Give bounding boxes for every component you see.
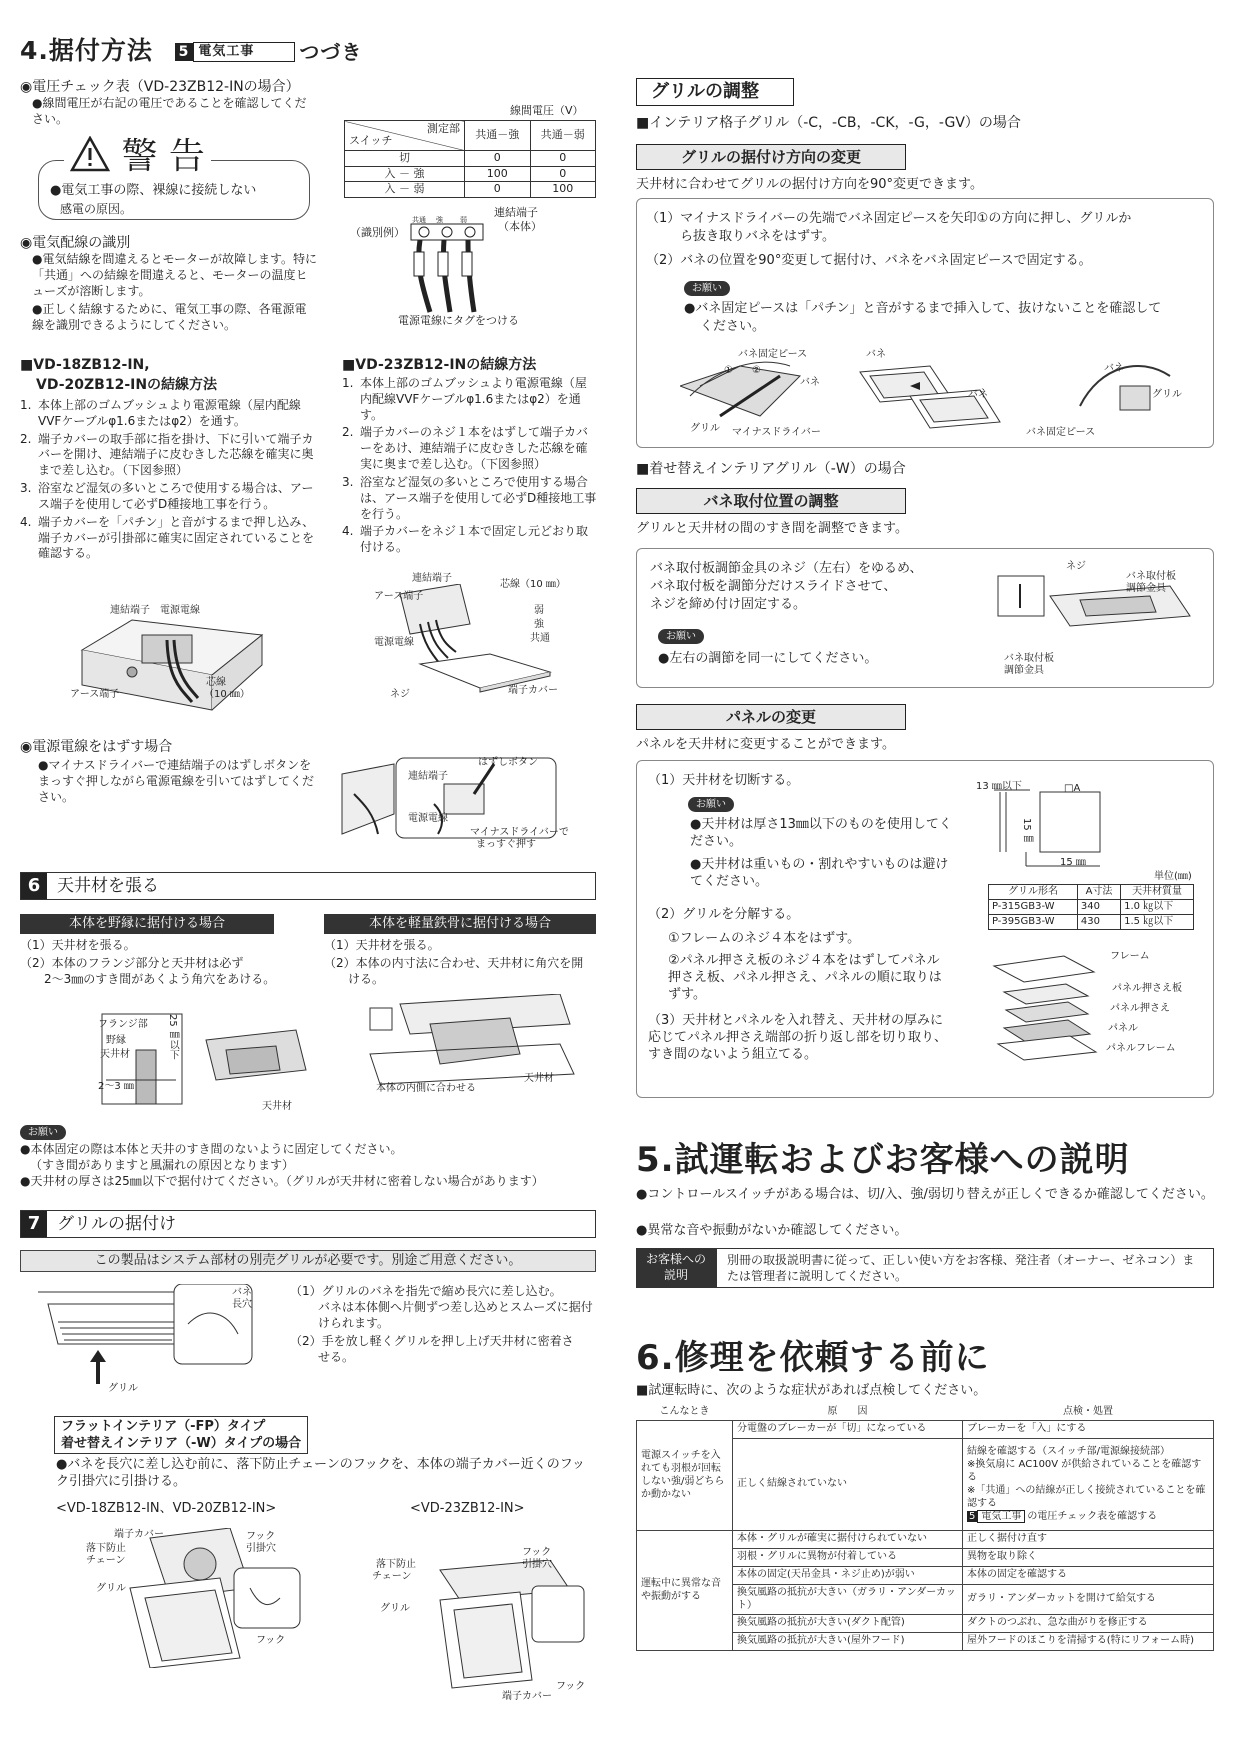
sp-lbl-a: ネジ bbox=[1066, 561, 1086, 572]
flat-right-illustration bbox=[420, 1560, 590, 1690]
vd23-lbl-b: 芯線（10 ㎜） bbox=[500, 579, 566, 590]
vd23-lbl-f: 共通 bbox=[530, 633, 550, 644]
sp-lbl-d: バネ取付板 bbox=[1004, 653, 1054, 664]
remove-wire-title: ◉電源電線をはずす場合 bbox=[20, 739, 173, 755]
fl-lbl-e: 引掛穴 bbox=[246, 1543, 276, 1554]
warning-title: 警 告 bbox=[64, 136, 211, 177]
s6-note3: ●天井材の厚さは25㎜以下で据付けてください。（グリルが天井材に密着しない場合があります） bbox=[20, 1174, 544, 1188]
vd23-lbl-a: 連結端子 bbox=[412, 573, 452, 584]
terminal-example-label: （識別例） bbox=[350, 226, 405, 239]
spring-position-desc: グリルと天井材の間のすき間を調整できます。 bbox=[636, 521, 908, 536]
vd18-lbl-a: 連結端子 bbox=[110, 605, 150, 616]
vd23-step-1: 1. 本体上部のゴムブッシュより電源電線（屋内配線VVFケーブルφ1.6またはφ2）を通す。 bbox=[342, 376, 587, 422]
gd-lbl-j: グリル bbox=[1152, 389, 1182, 400]
terminal-label: 連結端子 bbox=[494, 206, 538, 219]
s6-lbl-g: 本体の内側に合わせる bbox=[376, 1083, 476, 1094]
vd23-title: ■VD-23ZB12-INの結線方法 bbox=[342, 357, 537, 373]
spring-body2: バネ取付板を調節分だけスライドさせて、 bbox=[650, 579, 897, 594]
fix-3: 正しく据付け直す bbox=[963, 1530, 1214, 1548]
fix-2: 結線を確認する（スイッチ部/電源線接続部） ※換気扇に AC100V が供給されていることを確認する ※「共通」への結線が正しく接続されていることを確認する 5 電気工事 の電圧チェック表を確認する bbox=[963, 1438, 1214, 1530]
fl-lbl-l: グリル bbox=[380, 1603, 410, 1614]
fl-lbl-n: フック bbox=[556, 1681, 586, 1692]
gd-lbl-c: ② bbox=[752, 365, 761, 376]
fix-8: 屋外フードのほこりを清掃する(特にリフォーム時) bbox=[963, 1632, 1214, 1650]
pl-lbl-d: パネル bbox=[1108, 1023, 1138, 1034]
spring-position-tab: バネ取付位置の調整 bbox=[636, 488, 906, 514]
panel-p3: （3）天井材とパネルを入れ替え、天井材の厚みに応じてパネル押さえ端部の折り返し部を切り取り、すき間のないよう組立てる。 bbox=[648, 1013, 948, 1063]
gd-lbl-g: バネ bbox=[866, 349, 886, 360]
flat-type-box: フラットインテリア（-FP）タイプ 着せ替えインテリア（-W）タイプの場合 bbox=[54, 1416, 308, 1454]
fl-lbl-h: 落下防止 bbox=[376, 1559, 416, 1570]
section-4-heading: 4.据付方法 5 電気工事 つづき bbox=[20, 36, 363, 65]
panel-change-desc: パネルを天井材に変更することができます。 bbox=[636, 737, 895, 752]
dim-b: □A bbox=[1064, 783, 1081, 794]
terminal-block-illustration bbox=[410, 216, 500, 316]
fl-lbl-i: チェーン bbox=[372, 1571, 412, 1582]
remove-lbl-d: マイナスドライバーで bbox=[470, 827, 569, 838]
cause-4: 羽根・グリルに異物が付着している bbox=[733, 1548, 963, 1566]
fl-lbl-f: グリル bbox=[96, 1583, 126, 1594]
gd-lbl-a: バネ固定ピース bbox=[738, 349, 808, 360]
vd23-lbl-i: 端子カバー bbox=[508, 685, 558, 696]
flat-type-body: ●バネを長穴に差し込む前に、落下防止チェーンのフックを、本体の端子カバー近くのフック引掛穴に引掛ける。 bbox=[56, 1457, 585, 1490]
vd23-lbl-e: 強 bbox=[534, 619, 544, 630]
s6-r2b: ける。 bbox=[348, 972, 385, 986]
vd18-step-2: 2. 端子カバーの取手部に指を掛け、下に引いて端子カバーを開け、連結端子に皮むきした芯線を確実に奥まで差し込む。（下図参照） bbox=[20, 431, 314, 478]
remove-wire-body: ●マイナスドライバーで連結端子のはずしボタンをまっすぐ押しながら電源電線を引いてはずしてください。 bbox=[38, 758, 315, 804]
fl-lbl-b: 落下防止 bbox=[86, 1543, 126, 1554]
s6-l2b: 2～3㎜のすき間があくよう角穴をあける。 bbox=[44, 972, 276, 986]
vd23-step-2: 2. 端子カバーのネジ１本をはずして端子カバーをあけ、連結端子に皮むきした芯線を確実に奥まで差し込む。（下図参照） bbox=[342, 425, 589, 472]
s7-step2a: （2）手を放し軽くグリルを押し上げ天井材に密着さ bbox=[290, 1334, 574, 1348]
fl-lbl-m: 端子カバー bbox=[502, 1691, 552, 1702]
warning-triangle-icon bbox=[70, 136, 110, 172]
s6-lbl-f: 天井材 bbox=[262, 1101, 292, 1112]
pl-lbl-b: パネル押さえ板 bbox=[1112, 983, 1182, 994]
fix-4: 異物を取り除く bbox=[963, 1548, 1214, 1566]
s6-lbl-c: 天井材 bbox=[100, 1049, 130, 1060]
pl-lbl-e: パネルフレーム bbox=[1106, 1043, 1176, 1054]
wiring-id-title: ◉電気配線の識別 bbox=[20, 235, 131, 251]
s7-step1b: バネは本体側へ片側ずつ差し込めとスムーズに据付けられます。 bbox=[318, 1300, 593, 1330]
warning-line1: ●電気工事の際、裸線に接続しない bbox=[50, 183, 257, 198]
grille-direction-desc: 天井材に合わせてグリルの据付け方向を90°変更できます。 bbox=[636, 177, 984, 192]
s7-notice-bar: この製品はシステム部材の別売グリルが必要です。別途ご用意ください。 bbox=[20, 1250, 596, 1272]
fix-7: ダクトのつぶれ、急な曲がりを修正する bbox=[963, 1614, 1214, 1632]
spring-body1: バネ取付板調節金具のネジ（左右）をゆるめ、 bbox=[650, 561, 923, 576]
s6-onegai: お願い bbox=[20, 1124, 66, 1140]
panel-p2a: ①フレームのネジ４本をはずす。 bbox=[668, 931, 861, 946]
fl-lbl-j: フック bbox=[522, 1547, 552, 1558]
terminal-label2: （本体） bbox=[498, 220, 542, 233]
grille-size-table: グリル形名 A寸法 天井材質量 P-315GB3-W 340 1.0 ㎏以下 P-395GB3-W 430 1.5 ㎏以下 bbox=[988, 884, 1194, 930]
fl-lbl-a: 端子カバー bbox=[114, 1529, 164, 1540]
customer-explain-label: お客様への説明 bbox=[636, 1248, 716, 1288]
s6-r2a: （2）本体の内寸法に合わせ、天井材に角穴を開 bbox=[324, 956, 584, 970]
panel-note1: ●天井材は厚さ13㎜以下のものを使用してください。 bbox=[690, 817, 952, 850]
pl-lbl-a: フレーム bbox=[1110, 951, 1150, 962]
symptom-2: 運転中に異常な音や振動がする bbox=[637, 1530, 733, 1650]
s7-step2b: せる。 bbox=[318, 1350, 355, 1364]
panel-change-tab: パネルの変更 bbox=[636, 704, 906, 730]
grille-d2: （2）バネの位置を90°変更して据付け、バネをバネ固定ピースで固定する。 bbox=[646, 253, 1092, 268]
grille-d1a: （1）マイナスドライバーの先端でバネ固定ピースを矢印①の方向に押し、グリルか bbox=[646, 211, 1132, 226]
grille-note2: ください。 bbox=[700, 319, 766, 334]
vd23-step-4: 4. 端子カバーをネジ１本で固定し元どおり取付ける。 bbox=[342, 524, 589, 555]
spring-note: ●左右の調節を同一にしてください。 bbox=[658, 651, 878, 666]
vd18-lbl-b: 電源電線 bbox=[160, 605, 200, 616]
repair-intro: ■試運転時に、次のような症状があれば点検してください。 bbox=[636, 1383, 987, 1398]
spring-body3: ネジを締め付け固定する。 bbox=[650, 597, 807, 612]
dim-a: 13 ㎜以下 bbox=[976, 781, 1022, 792]
s5-bullet-2: ●異常な音や振動がないか確認してください。 bbox=[636, 1223, 908, 1238]
dim-d: 15 ㎜ bbox=[1060, 857, 1086, 868]
panel-p2b: ②パネル押さえ板のネジ４本をはずしてパネル押さえ板、パネル押さえ、パネルの順に取りはずす。 bbox=[668, 953, 942, 1003]
vd23-lbl-h: ネジ bbox=[390, 689, 410, 700]
models-left: <VD-18ZB12-IN、VD-20ZB12-IN> bbox=[56, 1501, 277, 1516]
panel-p1: （1）天井材を切断する。 bbox=[648, 773, 800, 788]
cause-5: 本体の固定(天吊金具・ネジ止め)が弱い bbox=[733, 1566, 963, 1584]
voltage-check-title: ◉電圧チェック表（VD-23ZB12-INの場合） bbox=[20, 79, 300, 95]
s7-lbl-c: グリル bbox=[108, 1383, 138, 1394]
vd23-step-3: 3. 浴室など湿気の多いところで使用する場合は、アース端子を使用して必ずD種接地工事を行う。 bbox=[342, 474, 597, 521]
section-6-repair-heading: 6.修理を依頼する前に bbox=[636, 1338, 990, 1378]
panel-onegai: お願い bbox=[688, 796, 734, 812]
models-right: <VD-23ZB12-IN> bbox=[410, 1501, 525, 1516]
s7-step1a: （1）グリルのバネを指先で縮め長穴に差し込む。 bbox=[290, 1284, 562, 1298]
grille-adjust-title: グリルの調整 bbox=[636, 78, 794, 106]
spring-onegai: お願い bbox=[658, 628, 704, 644]
badge-label: 電気工事 bbox=[193, 42, 295, 61]
cause-6: 換気風路の抵抗が大きい（ガラリ・アンダーカット） bbox=[733, 1584, 963, 1614]
remove-lbl-c: 電源電線 bbox=[408, 813, 448, 824]
panel-note2: ●天井材は重いもの・割れやすいものは避けてください。 bbox=[690, 857, 949, 890]
remove-lbl-b: はずしボタン bbox=[478, 757, 538, 768]
cause-3: 本体・グリルが確実に据付けられていない bbox=[733, 1530, 963, 1548]
s6-note2: （すき間がありますと風漏れの原因となります） bbox=[30, 1158, 295, 1172]
section-7-bar: 7 グリルの据付け bbox=[20, 1210, 596, 1238]
cause-2: 正しく結線されていない bbox=[733, 1438, 963, 1530]
fix-1: ブレーカーを「入」にする bbox=[963, 1420, 1214, 1438]
s6-l2a: （2）本体のフランジ部分と天井材は必ず bbox=[20, 956, 244, 970]
gd-lbl-e: グリル bbox=[690, 423, 720, 434]
voltage-check-note: ●線間電圧が右記の電圧であることを確認してください。 bbox=[32, 96, 307, 126]
vd18-lbl-e: （10 ㎜） bbox=[204, 689, 250, 700]
customer-explain-text: 別冊の取扱説明書に従って、正しい使い方をお客様、発注者（オーナー、ゼネコン）または管理者に説明してください。 bbox=[716, 1248, 1214, 1288]
section-6-bar: 6 天井材を張る bbox=[20, 872, 596, 900]
kisekae-line: ■着せ替えインテリアグリル（-W）の場合 bbox=[636, 461, 906, 477]
panel-exploded-illustration bbox=[984, 946, 1114, 1066]
fl-lbl-k: 引掛穴 bbox=[522, 1559, 552, 1570]
s7-lbl-b: 長穴 bbox=[232, 1299, 252, 1310]
fix-6: ガラリ・アンダーカットを開けて給気する bbox=[963, 1584, 1214, 1614]
sp-lbl-e: 調節金具 bbox=[1004, 665, 1044, 676]
gd-lbl-b: ① bbox=[724, 365, 733, 376]
vd23-lbl-c: アース端子 bbox=[374, 591, 424, 602]
s7-lbl-a: バネ bbox=[232, 1287, 252, 1298]
fix-5: 本体の固定を確認する bbox=[963, 1566, 1214, 1584]
terminal-small-2: 強 bbox=[436, 216, 443, 224]
terminal-small-1: 共通 bbox=[412, 216, 426, 224]
gd-lbl-k: バネ固定ピース bbox=[1026, 427, 1096, 438]
terminal-small-3: 弱 bbox=[460, 216, 467, 224]
remove-lbl-e: まっすぐ押す bbox=[476, 839, 536, 850]
section-badge: 5 bbox=[175, 43, 194, 61]
cause-8: 換気風路の抵抗が大きい(屋外フード) bbox=[733, 1632, 963, 1650]
s5-bullet-1: ●コントロールスイッチがある場合は、切/入、強/弱切り替えが正しくできるか確認してください。 bbox=[636, 1187, 1214, 1202]
s6-lbl-d: 2～3 ㎜ bbox=[98, 1081, 134, 1092]
gd-lbl-f: マイナスドライバー bbox=[732, 427, 821, 438]
s6-lbl-b: 野縁 bbox=[106, 1035, 126, 1046]
cause-7: 換気風路の抵抗が大きい(ダクト配管) bbox=[733, 1614, 963, 1632]
fl-lbl-c: チェーン bbox=[86, 1555, 126, 1566]
wiring-id-b1: ●電気結線を間違えるとモーターが故障します。特に「共通」への結線を間違えると、モーターの温度ヒューズが溶断します。 bbox=[32, 252, 318, 298]
cause-1: 分電盤のブレーカーが「切」になっている bbox=[733, 1420, 963, 1438]
gd-lbl-i: バネ bbox=[1104, 363, 1124, 374]
s6-r1: （1）天井材を張る。 bbox=[324, 938, 440, 952]
vd23-lbl-d: 弱 bbox=[534, 605, 544, 616]
dim-c: 15 ㎜ bbox=[1021, 818, 1033, 844]
s6-right-bar: 本体を軽量鉄骨に据付ける場合 bbox=[324, 914, 596, 934]
grille-interior-line: ■インテリア格子グリル（-C，-CB，-CK，-G，-GV）の場合 bbox=[636, 115, 1021, 131]
vd23-steps bbox=[342, 376, 598, 558]
vd18-lbl-d: 芯線 bbox=[206, 677, 226, 688]
fl-lbl-d: フック bbox=[246, 1531, 276, 1542]
s6-lbl-e: 25 ㎜以下 bbox=[167, 1014, 179, 1060]
grille-onegai: お願い bbox=[684, 280, 730, 296]
voltage-table: 測定部 スイッチ 共通－強 共通－弱 切 0 0 入 － 強 100 0 入 － 弱 0 100 bbox=[344, 120, 596, 198]
fl-lbl-g: フック bbox=[256, 1635, 286, 1646]
grille-direction-tab: グリルの据付け方向の変更 bbox=[636, 144, 906, 170]
vd18-wiring-illustration bbox=[72, 610, 272, 720]
sp-lbl-c: 調節金具 bbox=[1126, 583, 1166, 594]
vd18-title1: ■VD-18ZB12-IN, bbox=[20, 357, 150, 373]
symptom-1: 電源スイッチを入れても羽根が回転しない強/弱どちらか動かない bbox=[637, 1420, 733, 1530]
s6-left-bar: 本体を野縁に据付ける場合 bbox=[20, 914, 274, 934]
vd18-lbl-c: アース端子 bbox=[70, 689, 120, 700]
vd18-step-3: 3. 浴室など湿気の多いところで使用する場合は、アース端子を使用して必ずD種接地工事を行う。 bbox=[20, 481, 314, 511]
panel-p2: （2）グリルを分解する。 bbox=[648, 907, 800, 922]
vd18-step-4: 4. 端子カバーを「パチン」と音がするまで押し込み、端子カバーが引掛部に確実に固定されていることを確認する。 bbox=[20, 514, 315, 561]
s6-lbl-h: 天井材 bbox=[524, 1073, 554, 1084]
gd-lbl-h: バネ bbox=[968, 389, 988, 400]
s6-l1: （1）天井材を張る。 bbox=[20, 938, 136, 952]
wiring-id-b2: ●正しく結線するために、電気工事の際、各電源電線を識別できるようにしてください。 bbox=[32, 302, 307, 332]
vd18-steps bbox=[20, 398, 316, 564]
vd18-title2: VD-20ZB12-INの結線方法 bbox=[36, 377, 218, 393]
dim-unit: 単位(㎜) bbox=[1154, 871, 1192, 882]
remove-lbl-a: 連結端子 bbox=[408, 771, 448, 782]
vd18-step-1: 1. 本体上部のゴムブッシュより電源電線（屋内配線VVFケーブルφ1.6またはφ2）を通す。 bbox=[20, 398, 301, 428]
troubleshooting-table: こんなとき 原 因 点検・処置 電源スイッチを入れても羽根が回転しない強/弱どちらか動かない 分電盤のブレーカーが「切」になっている ブレーカーを「入」にする 正しく結線されていない 結線を確認する（スイッチ部/電源線接続部） ※換気扇に AC100V が供給されていることを確認する ※「共通」への結線が正しく接続されていることを確認する 5 電気工事 の電圧チェック表を確認する 運転中に異常な音や振動がする 本体・グリルが確実に据付けられていない 正しく据付け直す 羽根・グリルに異物が付着している 異物を取り除く 本体の固定(天吊金具・ネジ止め)が弱い 本体の固定を確認する 換気風路の抵抗が大きい（ガラリ・アンダーカット） ガラリ・アンダーカットを開けて給気する 換気風路の抵抗が大きい(ダクト配管) ダクトのつぶれ、急な曲がりを修正する 換気風路の抵抗が大きい(屋外フード) 屋外フードのほこりを清掃する(特にリフォーム時) bbox=[636, 1404, 1214, 1651]
gd-lbl-d: バネ bbox=[800, 377, 820, 388]
pl-lbl-c: パネル押さえ bbox=[1110, 1003, 1170, 1014]
grille-note1: ●バネ固定ピースは「パチン」と音がするまで挿入して、抜けないことを確認して bbox=[684, 301, 1162, 316]
s6-note1: ●本体固定の際は本体と天井のすき間のないように固定してください。 bbox=[20, 1142, 403, 1156]
warning-line2: 感電の原因。 bbox=[60, 202, 133, 216]
s6-lbl-a: フランジ部 bbox=[98, 1019, 148, 1030]
voltage-unit: 線間電圧（V） bbox=[510, 104, 584, 117]
sp-lbl-b: バネ取付板 bbox=[1126, 571, 1176, 582]
terminal-tag-note: 電源電線にタグをつける bbox=[398, 314, 519, 327]
vd23-lbl-g: 電源電線 bbox=[374, 637, 414, 648]
grille-d1b: ら抜き取りバネをはずす。 bbox=[680, 229, 835, 244]
section-5-heading: 5.試運転およびお客様への説明 bbox=[636, 1140, 1130, 1180]
